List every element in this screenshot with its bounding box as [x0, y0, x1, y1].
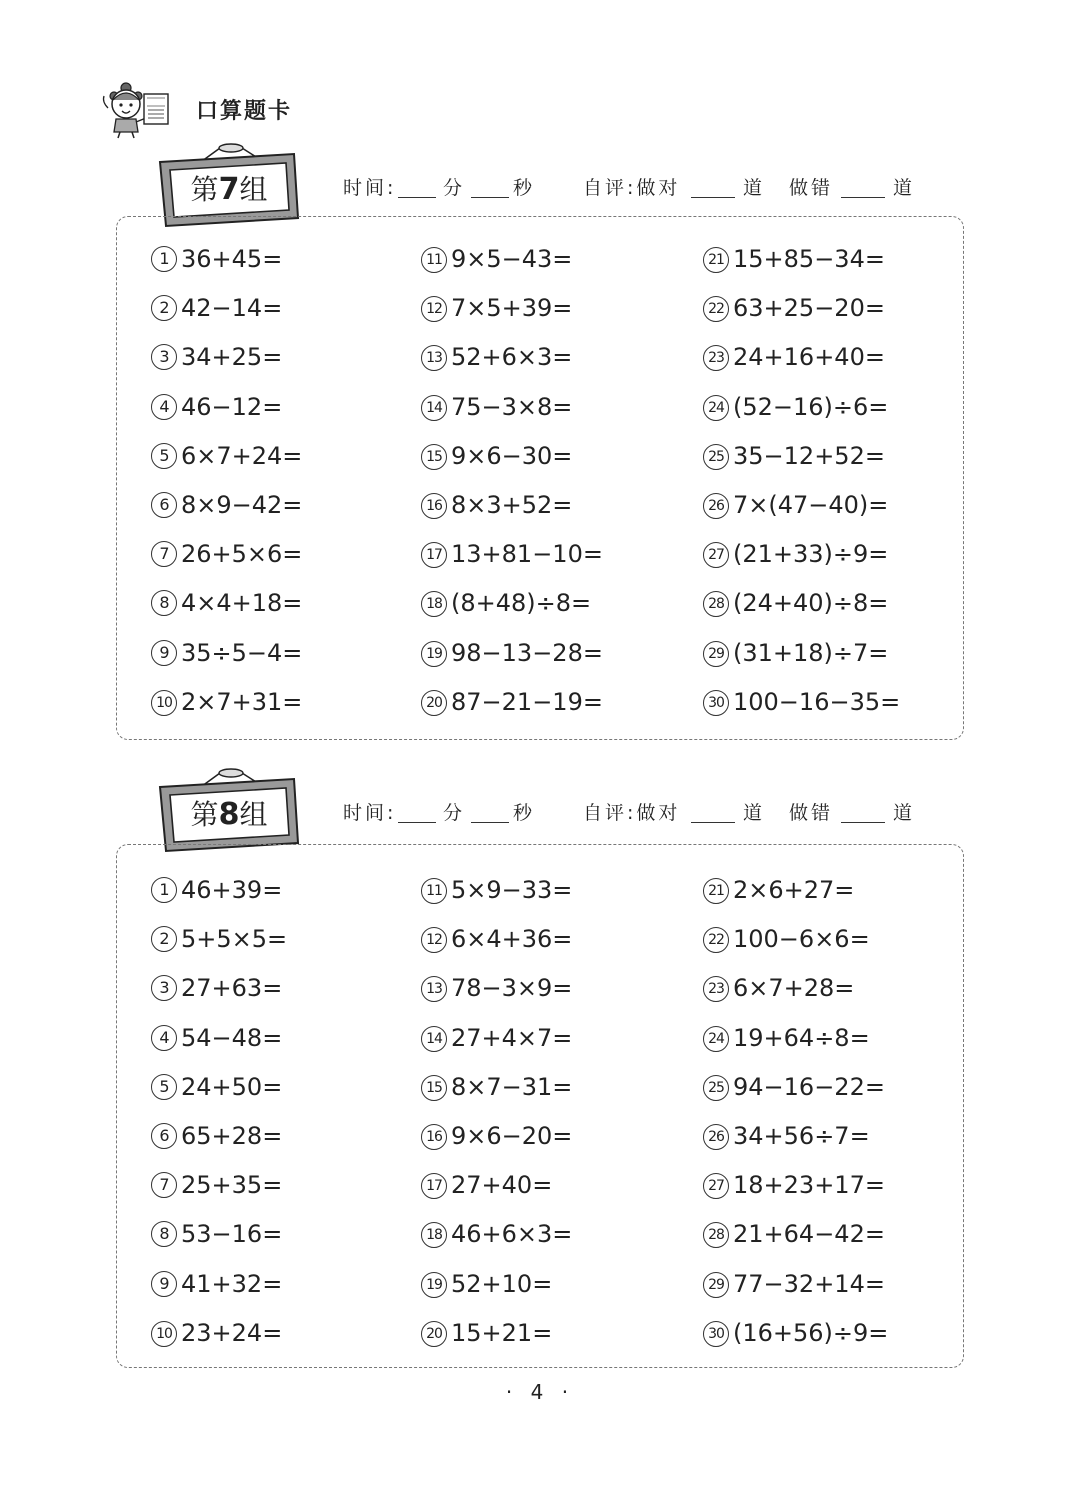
- problem-item: [151, 294, 282, 334]
- problem-expression: 100−6×6=: [733, 925, 870, 954]
- problem-item: [151, 974, 282, 1014]
- second-blank[interactable]: [471, 822, 509, 823]
- problem-number: 12: [421, 927, 447, 953]
- problem-item: [151, 1024, 282, 1064]
- problem-expression: 34+56÷7=: [733, 1122, 870, 1150]
- problem-number: 28: [703, 1222, 729, 1248]
- problem-expression: 46+39=: [181, 876, 283, 904]
- problem-number: 19: [421, 641, 447, 667]
- badge-number: 7: [218, 172, 240, 207]
- problem-number: 13: [421, 345, 447, 371]
- problem-number: 23: [703, 976, 729, 1002]
- problem-expression: 6×7+28=: [733, 974, 855, 1003]
- problem-number: 20: [421, 1321, 447, 1347]
- problem-expression: 5+5×5=: [181, 925, 288, 954]
- problem-item: [151, 925, 287, 965]
- problem-item: [421, 491, 572, 531]
- second-label: 秒: [513, 177, 536, 199]
- problem-number: 19: [421, 1272, 447, 1298]
- problem-item: [151, 343, 282, 383]
- problem-number: 4: [151, 394, 177, 420]
- problem-item: [421, 540, 603, 580]
- problem-number: 8: [151, 590, 177, 616]
- problem-item: [703, 1122, 870, 1162]
- problem-item: [151, 639, 302, 679]
- problem-expression: 35÷5−4=: [181, 638, 303, 667]
- page-number: · 4 ·: [505, 1380, 575, 1404]
- second-label: 秒: [513, 802, 536, 824]
- problem-item: [151, 1073, 282, 1113]
- correct-unit: 道: [743, 177, 766, 199]
- problem-item: [703, 688, 900, 728]
- problem-item: [421, 1122, 572, 1162]
- problem-item: [151, 1171, 282, 1211]
- problem-item: [703, 393, 888, 433]
- problem-number: 10: [151, 1321, 177, 1347]
- problem-number: 1: [151, 877, 177, 903]
- wrong-blank[interactable]: [841, 197, 885, 198]
- time-label: 时间:: [343, 802, 397, 824]
- self-eval-label: 自评:做对: [583, 802, 681, 824]
- problem-expression: 8×9−42=: [181, 491, 303, 519]
- problem-number: 22: [703, 927, 729, 953]
- problem-expression: 9×6−30=: [451, 441, 573, 470]
- problem-expression: (52−16)÷6=: [733, 392, 889, 421]
- problem-item: [703, 1270, 885, 1310]
- problem-expression: 2×7+31=: [181, 687, 303, 716]
- correct-blank[interactable]: [691, 197, 735, 198]
- minute-blank[interactable]: [398, 822, 436, 823]
- problem-item: [421, 974, 572, 1014]
- problem-item: [703, 1024, 870, 1064]
- problem-expression: 9×6−20=: [451, 1122, 573, 1150]
- problem-expression: 100−16−35=: [733, 687, 901, 716]
- problem-number: 1: [151, 246, 177, 272]
- problem-expression: 52+10=: [451, 1269, 553, 1298]
- problem-item: [421, 876, 572, 916]
- problem-item: [151, 876, 282, 916]
- problem-number: 29: [703, 641, 729, 667]
- wrong-unit: 道: [893, 177, 916, 199]
- problem-expression: 35−12+52=: [733, 441, 885, 470]
- problem-expression: 6×4+36=: [451, 925, 573, 954]
- problem-item: [151, 1270, 282, 1310]
- problem-item: [421, 343, 572, 383]
- problem-item: [703, 1171, 885, 1211]
- problem-number: 24: [703, 1026, 729, 1052]
- self-eval-label: 自评:做对: [583, 177, 681, 199]
- problem-expression: 42−14=: [181, 294, 283, 323]
- group-label: [168, 793, 290, 833]
- problem-box: [116, 216, 964, 740]
- score-info: [343, 798, 943, 828]
- correct-unit: 道: [743, 802, 766, 824]
- problem-number: 13: [421, 976, 447, 1002]
- problem-expression: 46−12=: [181, 392, 283, 421]
- correct-blank[interactable]: [691, 822, 735, 823]
- problem-number: 18: [421, 1222, 447, 1248]
- problem-item: [421, 294, 572, 334]
- problem-number: 4: [151, 1025, 177, 1051]
- problem-number: 21: [703, 247, 729, 273]
- badge-suffix: 组: [239, 798, 268, 831]
- problem-number: 6: [151, 1123, 177, 1149]
- problem-number: 28: [703, 591, 729, 617]
- problem-expression: 94−16−22=: [733, 1072, 885, 1101]
- problem-item: [421, 1073, 572, 1113]
- problem-item: [151, 540, 302, 580]
- problem-expression: 52+6×3=: [451, 343, 573, 372]
- problem-item: [421, 1270, 552, 1310]
- problem-item: [151, 589, 302, 629]
- problem-item: [703, 639, 888, 679]
- page-header: [100, 78, 400, 140]
- problem-number: 7: [151, 541, 177, 567]
- problem-expression: 15+21=: [451, 1318, 553, 1347]
- problem-expression: 53−16=: [181, 1220, 283, 1249]
- problem-number: 5: [151, 1074, 177, 1100]
- group-label: [168, 168, 290, 208]
- wrong-unit: 道: [893, 802, 916, 824]
- problem-number: 12: [421, 296, 447, 322]
- problem-number: 27: [703, 1173, 729, 1199]
- problem-expression: 9×5−43=: [451, 245, 573, 273]
- problem-number: 6: [151, 492, 177, 518]
- problem-number: 11: [421, 247, 447, 273]
- problem-expression: 78−3×9=: [451, 974, 573, 1003]
- problem-expression: 8×7−31=: [451, 1072, 573, 1101]
- problem-number: 27: [703, 542, 729, 568]
- minute-label: 分: [443, 802, 466, 824]
- problem-item: [151, 442, 302, 482]
- problem-expression: 34+25=: [181, 343, 283, 372]
- problem-number: 8: [151, 1221, 177, 1247]
- problem-expression: 54−48=: [181, 1023, 283, 1052]
- problem-item: [151, 1319, 282, 1359]
- problem-item: [703, 245, 885, 285]
- problem-number: 2: [151, 295, 177, 321]
- problem-number: 16: [421, 493, 447, 519]
- problem-expression: 36+45=: [181, 245, 283, 273]
- problem-number: 14: [421, 395, 447, 421]
- problem-item: [703, 343, 885, 383]
- problem-expression: 26+5×6=: [181, 540, 303, 569]
- problem-number: 30: [703, 690, 729, 716]
- problem-number: 15: [421, 1075, 447, 1101]
- problem-expression: 27+4×7=: [451, 1023, 573, 1052]
- problem-expression: 24+50=: [181, 1072, 283, 1101]
- problem-expression: (8+48)÷8=: [451, 589, 592, 618]
- problem-number: 26: [703, 1124, 729, 1150]
- problem-expression: 46+6×3=: [451, 1220, 573, 1249]
- problem-item: [703, 442, 885, 482]
- problem-expression: 98−13−28=: [451, 638, 603, 667]
- problem-expression: 8×3+52=: [451, 491, 573, 519]
- badge-number: 8: [218, 797, 240, 832]
- wrong-label: 做错: [789, 177, 834, 199]
- problem-expression: 65+28=: [181, 1122, 283, 1150]
- wrong-label: 做错: [789, 802, 834, 824]
- problem-item: [421, 589, 591, 629]
- problem-number: 25: [703, 1075, 729, 1101]
- wrong-blank[interactable]: [841, 822, 885, 823]
- problem-expression: 5×9−33=: [451, 876, 573, 904]
- problem-number: 17: [421, 1173, 447, 1199]
- problem-number: 17: [421, 542, 447, 568]
- problem-expression: (24+40)÷8=: [733, 589, 889, 618]
- problem-number: 15: [421, 444, 447, 470]
- problem-expression: 41+32=: [181, 1269, 283, 1298]
- problem-item: [151, 491, 302, 531]
- problem-expression: 19+64÷8=: [733, 1023, 870, 1052]
- problem-expression: 25+35=: [181, 1171, 283, 1200]
- problem-item: [421, 1024, 572, 1064]
- problem-item: [703, 876, 854, 916]
- minute-blank[interactable]: [398, 197, 436, 198]
- problem-expression: 15+85−34=: [733, 245, 885, 273]
- problem-item: [703, 1073, 885, 1113]
- problem-number: 3: [151, 975, 177, 1001]
- problem-item: [703, 540, 888, 580]
- problem-number: 18: [421, 591, 447, 617]
- problem-number: 20: [421, 690, 447, 716]
- problem-item: [703, 294, 885, 334]
- problem-item: [421, 688, 603, 728]
- problem-number: 30: [703, 1321, 729, 1347]
- problem-item: [421, 639, 603, 679]
- problem-item: [703, 1319, 888, 1359]
- problem-number: 5: [151, 443, 177, 469]
- problem-item: [421, 442, 572, 482]
- page-title: 口算题卡: [196, 99, 293, 124]
- problem-expression: 18+23+17=: [733, 1171, 885, 1200]
- problem-item: [151, 245, 282, 285]
- problem-item: [703, 974, 854, 1014]
- problem-number: 3: [151, 344, 177, 370]
- problem-number: 2: [151, 926, 177, 952]
- problem-item: [151, 1220, 282, 1260]
- problem-number: 21: [703, 878, 729, 904]
- problem-item: [151, 393, 282, 433]
- problem-expression: 27+40=: [451, 1171, 553, 1200]
- second-blank[interactable]: [471, 197, 509, 198]
- problem-number: 16: [421, 1124, 447, 1150]
- problem-item: [151, 688, 302, 728]
- problem-expression: 7×(47−40)=: [733, 491, 889, 519]
- problem-number: 29: [703, 1272, 729, 1298]
- problem-number: 9: [151, 1271, 177, 1297]
- problem-expression: 2×6+27=: [733, 876, 855, 904]
- problem-expression: 87−21−19=: [451, 687, 603, 716]
- problem-item: [421, 245, 572, 285]
- problem-expression: 75−3×8=: [451, 392, 573, 421]
- problem-expression: 4×4+18=: [181, 589, 303, 618]
- problem-expression: 6×7+24=: [181, 441, 303, 470]
- problem-expression: (21+33)÷9=: [733, 540, 889, 569]
- problem-expression: 27+63=: [181, 974, 283, 1003]
- problem-item: [703, 1220, 885, 1260]
- girl-mascot-icon: [100, 78, 172, 140]
- minute-label: 分: [443, 177, 466, 199]
- problem-expression: 21+64−42=: [733, 1220, 885, 1249]
- problem-number: 24: [703, 395, 729, 421]
- problem-number: 23: [703, 345, 729, 371]
- problem-item: [421, 1319, 552, 1359]
- problem-item: [421, 925, 572, 965]
- problem-number: 9: [151, 640, 177, 666]
- problem-expression: (31+18)÷7=: [733, 638, 889, 667]
- time-label: 时间:: [343, 177, 397, 199]
- problem-expression: (16+56)÷9=: [733, 1318, 889, 1347]
- problem-number: 22: [703, 296, 729, 322]
- problem-box: [116, 844, 964, 1368]
- problem-number: 14: [421, 1026, 447, 1052]
- problem-number: 26: [703, 493, 729, 519]
- problem-number: 7: [151, 1172, 177, 1198]
- score-info: [343, 173, 943, 203]
- problem-number: 11: [421, 878, 447, 904]
- problem-number: 10: [151, 690, 177, 716]
- badge-prefix: 第: [190, 798, 219, 831]
- badge-prefix: 第: [190, 173, 219, 206]
- problem-item: [703, 491, 888, 531]
- problem-item: [703, 589, 888, 629]
- problem-expression: 7×5+39=: [451, 294, 573, 323]
- problem-expression: 23+24=: [181, 1318, 283, 1347]
- problem-expression: 24+16+40=: [733, 343, 885, 372]
- problem-item: [703, 925, 870, 965]
- problem-number: 25: [703, 444, 729, 470]
- problem-item: [421, 393, 572, 433]
- problem-item: [421, 1220, 572, 1260]
- problem-item: [151, 1122, 282, 1162]
- problem-expression: 63+25−20=: [733, 294, 885, 323]
- problem-item: [421, 1171, 552, 1211]
- problem-expression: 13+81−10=: [451, 540, 603, 569]
- badge-suffix: 组: [239, 173, 268, 206]
- problem-expression: 77−32+14=: [733, 1269, 885, 1298]
